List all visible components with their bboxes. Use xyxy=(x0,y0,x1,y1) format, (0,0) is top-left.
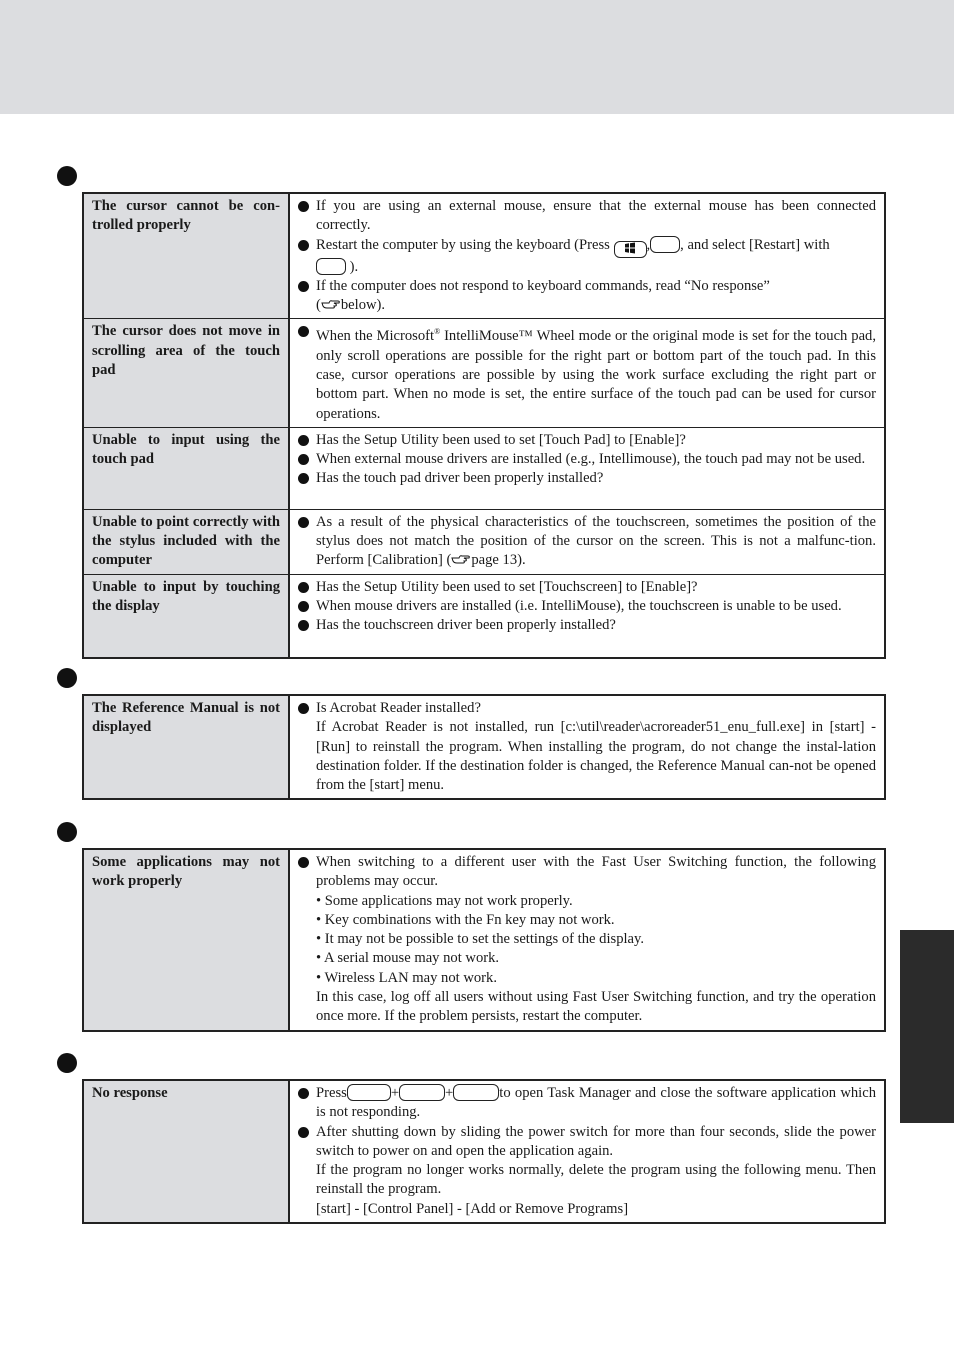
list-item: If you are using an external mouse, ensure that the external mouse has been connected correctly. xyxy=(298,197,876,236)
table-row xyxy=(83,574,885,658)
enter-key-icon xyxy=(316,258,346,275)
bullet-icon xyxy=(298,435,309,446)
list-item: When external mouse drivers are installed (e.g., Intellimouse), the touch pad may not be used. xyxy=(298,450,876,469)
problem-cell: The cursor does not move in scrolling area of the touch pad xyxy=(83,319,289,427)
remedy-cell: When switching to a different user with the Fast User Switching function, the following problems may occur. • Some applications may not work properly. • Key combinations with the Fn key may not work. • It may not be possible to set the settings of the display. • A serial mouse may not work. • Wireless LAN may not work. In this case, log off all users without using Fast User Switching function, and try the operation once more. If the problem persists, restart the computer. xyxy=(289,849,885,1031)
bullet-icon xyxy=(298,326,309,337)
table-row xyxy=(83,193,885,319)
list-item: After shutting down by sliding the power switch for more than four seconds, slide the power switch to power on and open the application again. xyxy=(298,1123,876,1162)
sub-item: • A serial mouse may not work. xyxy=(316,950,500,967)
header-band xyxy=(0,0,954,114)
shift-key-icon xyxy=(399,1084,445,1101)
table-row xyxy=(83,509,885,574)
remedy-cell xyxy=(289,574,885,658)
ctrl-key-icon xyxy=(347,1084,391,1101)
windows-key-icon xyxy=(614,241,647,258)
remedy-cell: Is Acrobat Reader installed? If Acrobat Reader is not installed, run [c:\util\reader\acroreader51_enu_full.exe] in [start] - [Run] to reinstall the program. When installing the program, do not change the instal-lation destination folder. If the destination folder is changed, the Reference Manual can-not be opened from the [start] menu. xyxy=(289,695,885,799)
bullet-icon xyxy=(298,201,309,212)
bullet-icon xyxy=(298,601,309,612)
bullet-icon xyxy=(298,240,309,251)
sub-item: • Key combinations with the Fn key may not work. xyxy=(316,911,615,928)
troubleshooting-table-1 xyxy=(82,192,886,659)
bullet-icon xyxy=(298,1127,309,1138)
remedy-cell xyxy=(289,427,885,509)
section-marker-2 xyxy=(57,668,77,688)
troubleshooting-table-4 xyxy=(82,1079,886,1224)
list-item: Has the Setup Utility been used to set [Touchscreen] to [Enable]? xyxy=(298,578,876,597)
troubleshooting-table-2 xyxy=(82,694,886,800)
problem-cell: Some applications may not work properly xyxy=(83,849,289,1031)
list-item: Restart the computer by using the keyboard (Press , , and select [Restart] with ). xyxy=(298,236,876,277)
remedy-cell xyxy=(289,193,885,319)
list-item: Is Acrobat Reader installed? xyxy=(298,699,876,718)
list-item: As a result of the physical characteristics of the touchscreen, sometimes the position of the stylus does not match the position of the cursor on the screen. This is not a malfunc-tion. Perform [Calibration] ( page 13). xyxy=(298,513,876,571)
problem-cell: Unable to input by touching the display xyxy=(83,574,289,658)
table-row xyxy=(83,695,885,799)
list-item: Press + + to open Task Manager and close the software application which is not responding. xyxy=(298,1084,876,1123)
bullet-icon xyxy=(298,517,309,528)
table-row xyxy=(83,319,885,427)
problem-cell: Unable to point correctly with the stylus included with the computer xyxy=(83,509,289,574)
chapter-side-tab xyxy=(900,930,954,1123)
list-item: If the computer does not respond to keyboard commands, read “No response” ( below). xyxy=(298,277,876,316)
table-row xyxy=(83,849,885,1031)
list-item: Has the touchscreen driver been properly installed? xyxy=(298,616,876,635)
table-row xyxy=(83,427,885,509)
remedy-cell xyxy=(289,509,885,574)
bullet-icon xyxy=(298,620,309,631)
problem-cell: The cursor cannot be con-trolled properly xyxy=(83,193,289,319)
list-item: When the Microsoft® IntelliMouse™ Wheel mode or the original mode is set for the touch pad, only scroll operations are possible for the right part or bottom part of the touch pad. In this case, cursor operations are possible by using the work surface excluding the right part or bottom part. When no mode is set, the entire surface of the touch pad can be used for cursor operations. xyxy=(298,322,876,423)
section-marker-3 xyxy=(57,822,77,842)
bullet-icon xyxy=(298,582,309,593)
troubleshooting-table-3 xyxy=(82,848,886,1032)
pointing-hand-icon xyxy=(321,297,341,311)
bullet-icon xyxy=(298,473,309,484)
remedy-cell xyxy=(289,319,885,427)
list-item: Has the Setup Utility been used to set [Touch Pad] to [Enable]? xyxy=(298,431,876,450)
list-item: When mouse drivers are installed (i.e. IntelliMouse), the touchscreen is unable to be used. xyxy=(298,597,876,616)
sub-item: • Some applications may not work properly. xyxy=(316,892,573,909)
sub-item: • Wireless LAN may not work. xyxy=(316,969,497,986)
u-key-icon xyxy=(650,236,680,253)
bullet-icon xyxy=(298,857,309,868)
problem-cell: Unable to input using the touch pad xyxy=(83,427,289,509)
problem-cell: No response xyxy=(83,1080,289,1223)
list-item: When switching to a different user with the Fast User Switching function, the following problems may occur. xyxy=(298,853,876,892)
problem-cell: The Reference Manual is not displayed xyxy=(83,695,289,799)
list-item: Has the touch pad driver been properly installed? xyxy=(298,469,876,488)
bullet-icon xyxy=(298,703,309,714)
pointing-hand-icon xyxy=(451,552,471,566)
esc-key-icon xyxy=(453,1084,499,1101)
section-marker-4 xyxy=(57,1053,77,1073)
section-marker-1 xyxy=(57,166,77,186)
bullet-icon xyxy=(298,454,309,465)
table-row xyxy=(83,1080,885,1223)
remedy-cell: Press + + to open Task Manager and close the software application which is not responding. After shutting down by sliding the power switch for more than four seconds, slide the power switch to power on and open the application again. If the program no longer works normally, delete the program using the following menu. Then reinstall the program. [start] - [Control Panel] - [Add or Remove Programs] xyxy=(289,1080,885,1223)
sub-item: • It may not be possible to set the settings of the display. xyxy=(316,931,645,948)
bullet-icon xyxy=(298,281,309,292)
bullet-icon xyxy=(298,1088,309,1099)
